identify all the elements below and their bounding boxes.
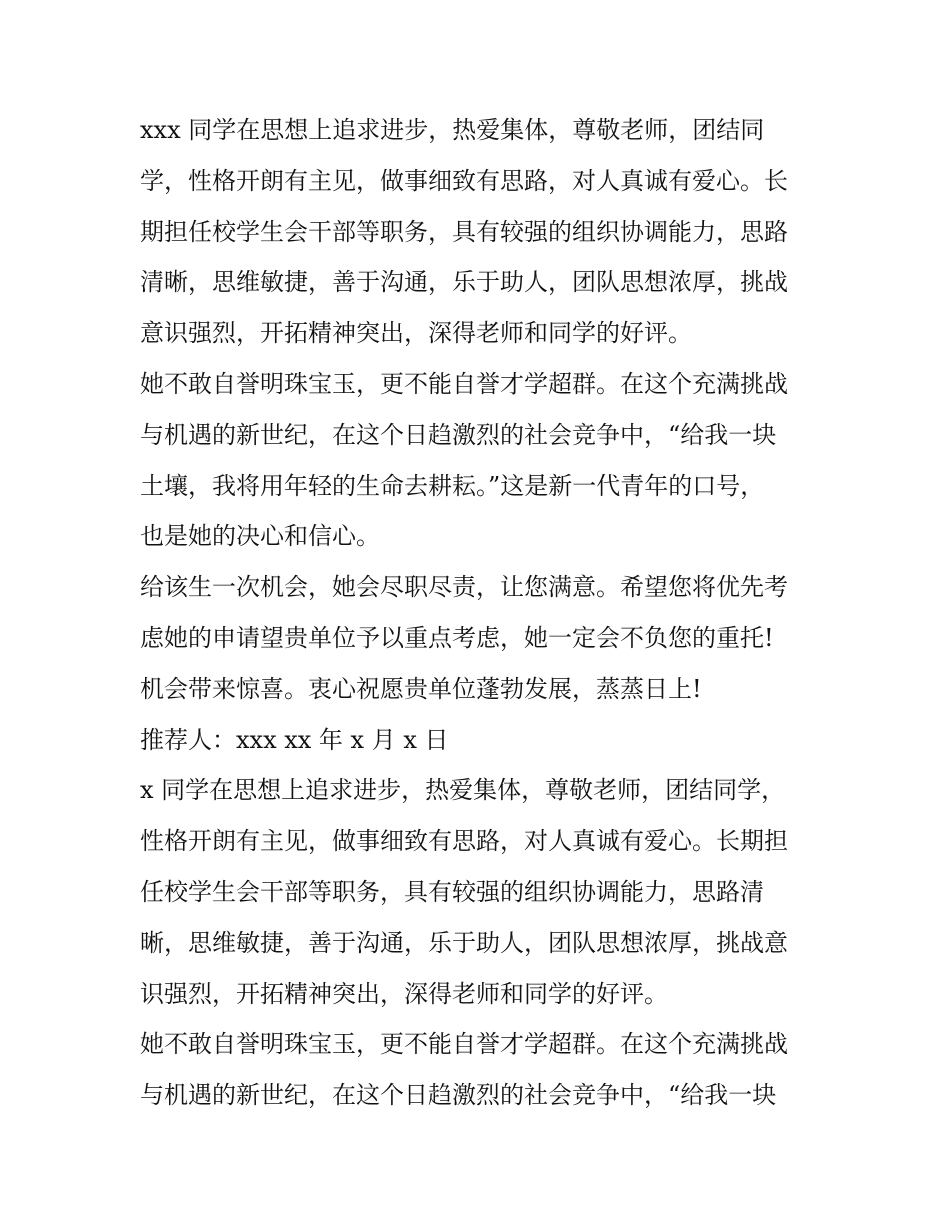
text-line: 清晰，思维敏捷，善于沟通，乐于助人，团队思想浓厚，挑战 <box>140 268 788 297</box>
text-line: 性格开朗有主见，做事细致有思路，对人真诚有爱心。长期担 <box>140 827 788 856</box>
text-line: 识强烈，开拓精神突出，深得老师和同学的好评。 <box>140 979 668 1008</box>
text-line: 也是她的决心和信心。 <box>140 522 380 551</box>
text-line: 意识强烈，开拓精神突出，深得老师和同学的好评。 <box>140 319 692 348</box>
text-line: 虑她的申请望贵单位予以重点考虑，她一定会不负您的重托! <box>140 623 774 652</box>
text-line: 与机遇的新世纪，在这个日趋激烈的社会竞争中，“给我一块 <box>140 420 777 449</box>
text-line: 与机遇的新世纪，在这个日趋激烈的社会竞争中，“给我一块 <box>140 1081 777 1110</box>
text-line: 期担任校学生会干部等职务，具有较强的组织协调能力，思路 <box>140 217 788 246</box>
text-line: 任校学生会干部等职务，具有较强的组织协调能力，思路清 <box>140 877 764 906</box>
text-line: 学，性格开朗有主见，做事细致有思路，对人真诚有爱心。长 <box>140 166 788 195</box>
signature-line: 推荐人：xxx xx 年 x 月 x 日 <box>140 725 449 754</box>
text-line: 给该生一次机会，她会尽职尽责，让您满意。希望您将优先考 <box>140 573 788 602</box>
text-line: 土壤，我将用年轻的生命去耕耘。”这是新一代青年的口号， <box>140 471 765 500</box>
text-line: 她不敢自誉明珠宝玉，更不能自誉才学超群。在这个充满挑战 <box>140 1030 788 1059</box>
text-line: xxx 同学在思想上追求进步，热爱集体，尊敬老师，团结同 <box>140 116 765 144</box>
text-line: x 同学在思想上追求进步，热爱集体，尊敬老师，团结同学， <box>140 776 786 805</box>
text-line: 她不敢自誉明珠宝玉，更不能自誉才学超群。在这个充满挑战 <box>140 369 788 398</box>
text-line: 晰，思维敏捷，善于沟通，乐于助人，团队思想浓厚，挑战意 <box>140 928 788 957</box>
text-line: 机会带来惊喜。衷心祝愿贵单位蓬勃发展，蒸蒸日上! <box>140 674 702 703</box>
document-body <box>140 105 820 1121</box>
